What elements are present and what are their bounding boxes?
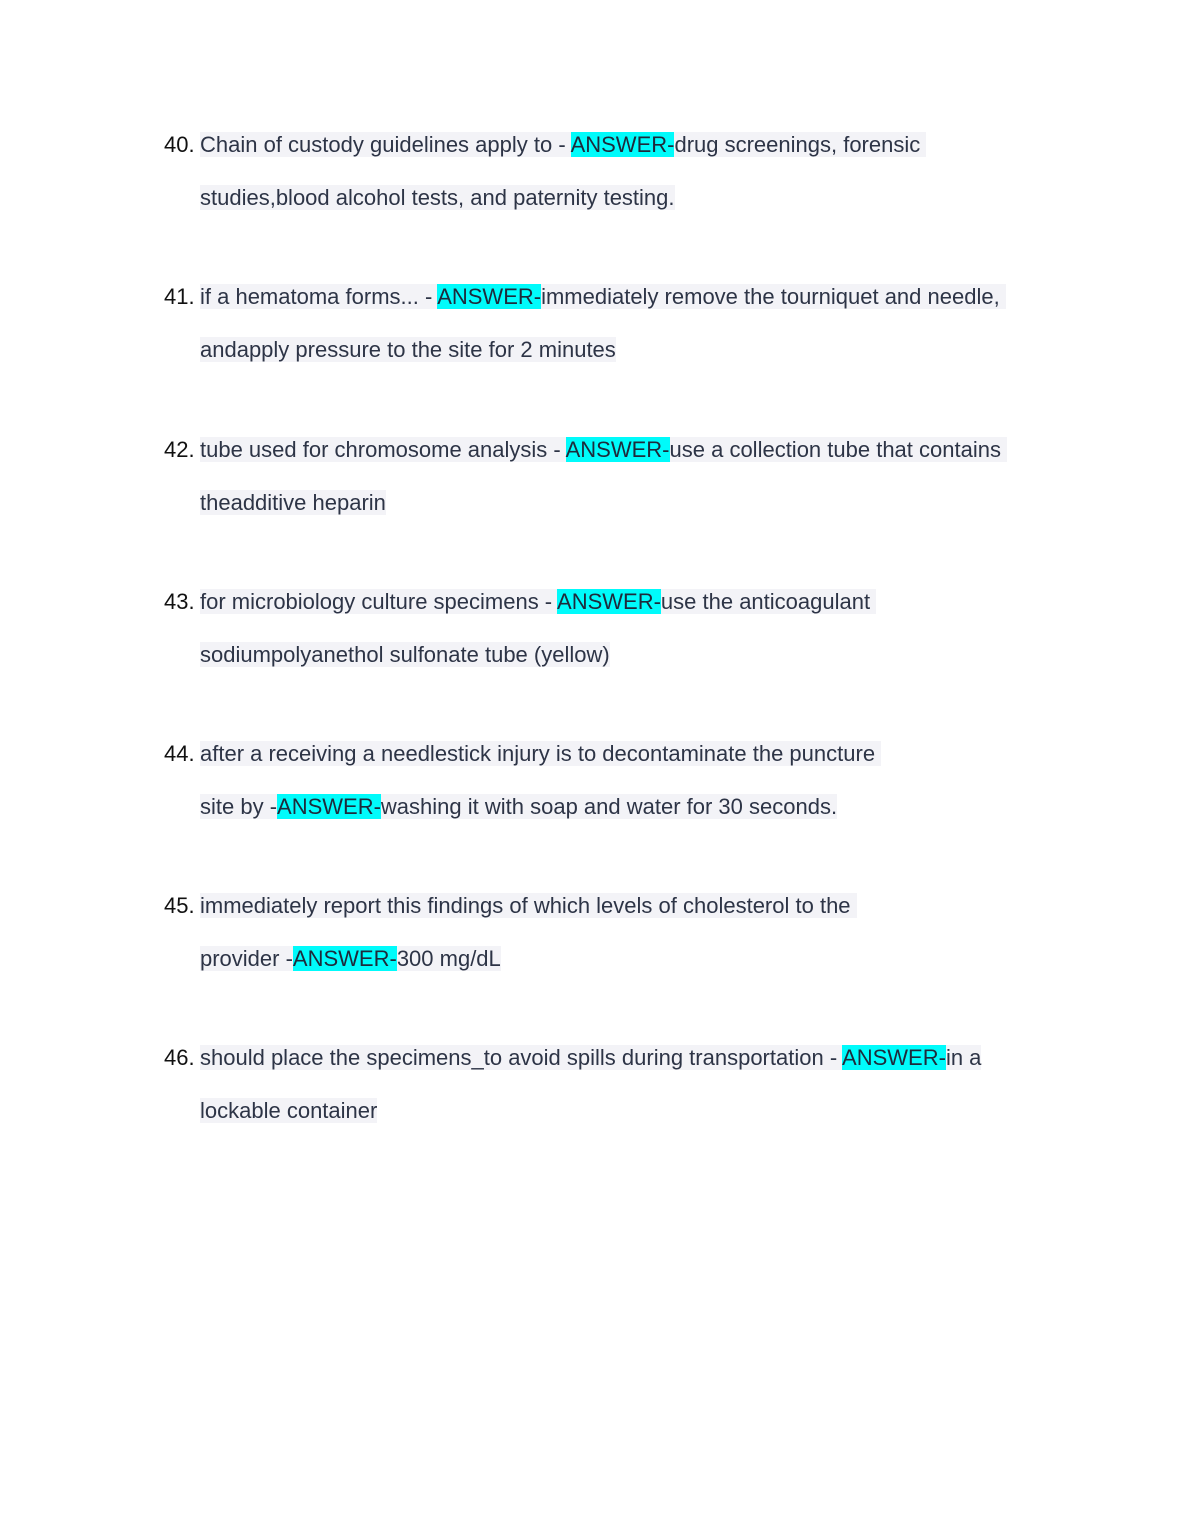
question-text: for microbiology culture specimens -	[200, 589, 558, 614]
answer-marker: ANSWER-	[277, 794, 381, 819]
question-text: tube used for chromosome analysis -	[200, 437, 566, 462]
answer-text: use the anticoagulant	[660, 589, 877, 614]
answer-text: washing it with soap and water for 30 seconds.	[380, 794, 838, 819]
question-number: 41.	[164, 284, 195, 309]
answer-text: immediately remove the tourniquet and needle,	[541, 284, 1006, 309]
question-line-1	[200, 130, 926, 160]
question-line-1	[200, 1043, 981, 1073]
question-number: 44.	[164, 741, 195, 766]
answer-marker: ANSWER-	[437, 284, 542, 309]
question-number: 43.	[164, 589, 195, 614]
answer-text: theadditive heparin	[200, 490, 386, 515]
answer-marker: ANSWER-	[842, 1045, 946, 1070]
question-text: site by -	[200, 794, 278, 819]
question-line-2	[200, 335, 616, 365]
answer-text: in a	[945, 1045, 982, 1070]
answer-text: sodiumpolyanethol sulfonate tube (yellow)	[200, 642, 610, 667]
answer-marker: ANSWER-	[570, 132, 675, 157]
question-text: after a receiving a needlestick injury is to decontaminate the puncture	[200, 741, 882, 766]
question-line-1	[200, 891, 857, 921]
question-line-1	[200, 739, 881, 769]
question-line-2	[200, 1096, 377, 1126]
question-line-2	[200, 944, 501, 974]
question-text: Chain of custody guidelines apply to -	[200, 132, 571, 157]
question-text: provider -	[200, 946, 293, 971]
question-text: immediately report this findings of which levels of cholesterol to the	[200, 893, 857, 918]
question-text: should place the specimens_to avoid spills during transportation -	[200, 1045, 843, 1070]
question-number: 45.	[164, 893, 195, 918]
answer-text: studies,blood alcohol tests, and paternity testing.	[200, 185, 675, 210]
question-line-1	[200, 587, 876, 617]
question-line-1	[200, 282, 1006, 312]
question-number: 42.	[164, 437, 195, 462]
question-line-2	[200, 792, 837, 822]
question-line-2	[200, 488, 386, 518]
answer-text: 300 mg/dL	[396, 946, 501, 971]
answer-marker: ANSWER-	[565, 437, 670, 462]
answer-text: drug screenings, forensic	[674, 132, 927, 157]
answer-text: andapply pressure to the site for 2 minutes	[200, 337, 616, 362]
question-line-2	[200, 183, 675, 213]
answer-text: lockable container	[200, 1098, 378, 1123]
question-number: 40.	[164, 132, 195, 157]
question-text: if a hematoma forms... -	[200, 284, 438, 309]
answer-text: use a collection tube that contains	[669, 437, 1008, 462]
answer-marker: ANSWER-	[557, 589, 661, 614]
question-line-1	[200, 435, 1007, 465]
question-line-2	[200, 640, 610, 670]
question-number: 46.	[164, 1045, 195, 1070]
answer-marker: ANSWER-	[292, 946, 397, 971]
